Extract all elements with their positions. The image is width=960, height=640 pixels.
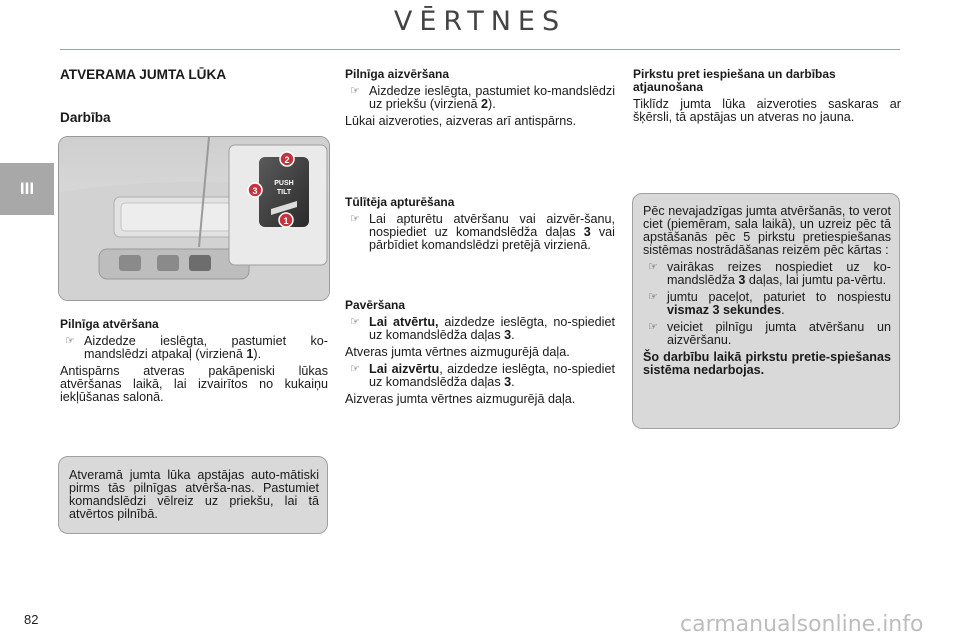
bullet-hand-icon: ☞ [648, 321, 658, 333]
right-note-bullet-3: ☞ veiciet pilnīgu jumta atvēršanu un aizvēršanu. [648, 320, 891, 347]
switch-label-tilt: TILT [276, 189, 292, 196]
left-note-box [58, 456, 328, 534]
bullet-hand-icon: ☞ [648, 291, 658, 303]
tilt-open-bullet: ☞ Lai atvērtu, aizdedze ieslēgta, no-spiediet uz komandslēdža daļas 3. [350, 315, 615, 342]
bullet-hand-icon: ☞ [350, 316, 360, 328]
bullet-hand-icon: ☞ [648, 261, 658, 273]
photo-illustration [59, 137, 329, 300]
right-note-box [632, 193, 900, 429]
full-close-title: Pilnīga aizvēršana [345, 67, 450, 81]
right-note-bullet-1: ☞ vairākas reizes nospiediet uz ko-mandslēdža 3 daļas, lai jumtu pa-vērtu. [648, 260, 891, 287]
right-note-bullet-2: ☞ jumtu paceļot, paturiet to nospiestu vismaz 3 sekundes. [648, 290, 891, 317]
callout-2-label: 2 [284, 155, 290, 165]
full-close-bullet: ☞ Aizdedze ieslēgta, pastumiet ko-mandslēdzi uz priekšu (virzienā 2). [350, 84, 615, 111]
sunroof-switch-photo [58, 136, 330, 301]
full-close-para: Lūkai aizveroties, aizveras arī antispārns. [345, 114, 576, 128]
tilt-title: Pavēršana [345, 298, 406, 312]
page-number: 82 [24, 612, 39, 627]
left-column [60, 68, 328, 124]
right-note-warning: Šo darbību laikā pirkstu pretie-spiešanas sistēma nedarbojas. [643, 350, 891, 377]
stop-title: Tūlītēja apturēšana [345, 195, 455, 209]
tilt-close-bullet: ☞ Lai aizvērtu, aizdedze ieslēgta, no-spiediet uz komandslēdža daļas 3. [350, 362, 615, 389]
stop-block [345, 196, 615, 256]
section-tab[interactable]: III [0, 163, 54, 215]
full-open-para: Antispārns atveras pakāpeniski lūkas atvēršanas laikā, lai izvairītos no kukaiņu iekļūšanas salonā. [60, 364, 328, 404]
antipinch-para: Tiklīdz jumta lūka aizveroties saskaras ar šķērsli, tā apstājas un atveras no jauna. [633, 97, 901, 124]
bullet-hand-icon: ☞ [350, 85, 360, 97]
bullet-hand-icon: ☞ [350, 213, 360, 225]
watermark: carmanualsonline.info [680, 612, 924, 637]
full-open-title: Pilnīga atvēršana [60, 317, 159, 331]
right-note-intro: Pēc nevajadzīgas jumta atvēršanās, to verot ciet (piemēram, sala laikā), un uzreiz pēc tā apstāšanās pēc 5 pirkstu pretiespiešanas sistēmas nostrādāšanas reizēm pēc kārtas : [643, 204, 891, 257]
callout-3-label: 3 [252, 186, 258, 196]
full-open-bullet: ☞ Aizdedze ieslēgta, pastumiet ko-mandslēdzi atpakaļ (virzienā 1). [65, 334, 328, 361]
switch-label-push: PUSH [274, 180, 294, 187]
tilt-block [345, 299, 615, 410]
section-heading: ATVERAMA JUMTA LŪKA [60, 67, 227, 82]
antipinch-block [633, 68, 901, 128]
section-subheading: Darbība [60, 110, 111, 125]
page-title: VĒRTNES [393, 6, 567, 37]
antipinch-title: Pirkstu pret iespiešana un darbības atjaunošana [633, 67, 836, 94]
bullet-hand-icon: ☞ [65, 335, 75, 347]
title-rule [60, 49, 900, 50]
stop-bullet: ☞ Lai apturētu atvēršanu vai aizvēr-šanu, nospiediet uz komandslēdža daļas 3 vai pārbīdiet komandslēdzi pretējā virzienā. [350, 212, 615, 252]
full-close-block [345, 68, 615, 132]
tilt-open-para: Atveras jumta vērtnes aizmugurējā daļa. [345, 345, 570, 359]
tilt-close-para: Aizveras jumta vērtnes aizmugurējā daļa. [345, 392, 576, 406]
bullet-hand-icon: ☞ [350, 363, 360, 375]
callout-1-label: 1 [283, 216, 289, 226]
left-note-text: Atveramā jumta lūka apstājas auto-mātiski pirms tās pilnīgas atvērša-nas. Pastumiet komandslēdzi vēlreiz uz priekšu, lai tā atvērtos pilnībā. [69, 468, 319, 521]
full-open-block [60, 318, 328, 408]
